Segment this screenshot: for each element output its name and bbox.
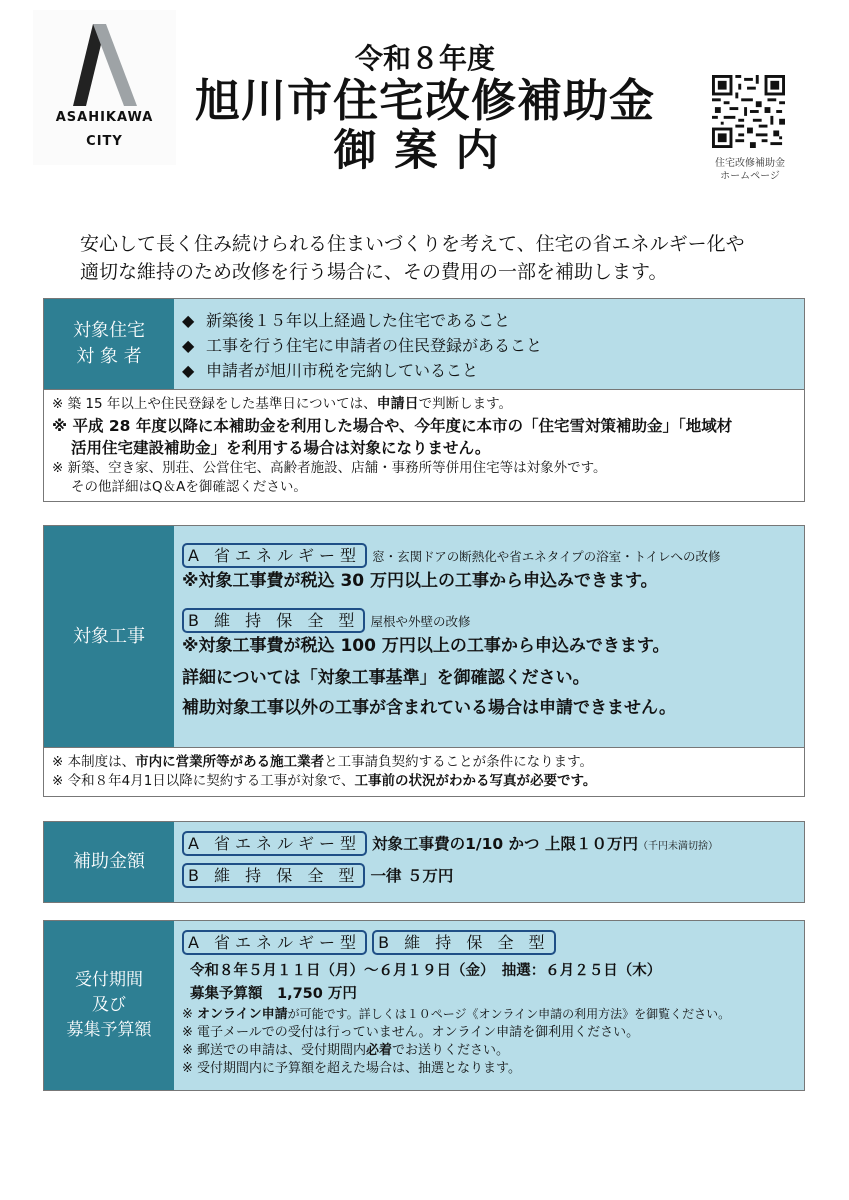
- section-target-house: [43, 298, 805, 502]
- budget-amount: 募集予算額 1,750 万円: [190, 986, 357, 1002]
- exclusion-note: 補助対象工事以外の工事が含まれている場合は申請できません。: [182, 698, 677, 718]
- logo-text-city: CITY: [86, 134, 123, 149]
- intro-line2: 適切な維持のため改修を行う場合に、その費用の一部を補助します。: [80, 261, 668, 283]
- requirement-text: 新築後１５年以上経過した住宅であること: [206, 311, 511, 330]
- period-content: [174, 921, 804, 1090]
- title-main: 旭川市住宅改修補助金: [194, 74, 655, 127]
- type-b-condition: ※対象工事費が税込 100 万円以上の工事から申込みできます。: [182, 636, 670, 656]
- diamond-bullet-icon: ◆: [182, 361, 195, 380]
- type-a-condition: ※対象工事費が税込 30 万円以上の工事から申込みできます。: [182, 571, 658, 591]
- requirement-item: [182, 308, 796, 333]
- type-b-tag: B 維 持 保 全 型: [372, 930, 555, 955]
- qr-caption: [690, 157, 810, 183]
- intro-text: [80, 230, 800, 286]
- note-2-line1: ※ 平成 28 年度以降に本補助金を利用した場合や、今年度に本市の「住宅雪対策補助金」「地域材: [52, 417, 733, 435]
- period-note-2: ※ 電子メールでの受付は行っていません。オンライン申請を御利用ください。: [182, 1025, 640, 1040]
- title-sub: 御案内: [333, 126, 517, 176]
- note-emphasis: 必着: [366, 1043, 393, 1058]
- detail-note: 詳細については「対象工事基準」を御確認ください。: [182, 668, 590, 688]
- requirement-item: [182, 358, 796, 383]
- note-text: でお送りください。: [392, 1043, 510, 1058]
- type-a-tag: A 省エネルギー型: [182, 930, 367, 955]
- target-work-content: [174, 526, 804, 747]
- note-emphasis: 市内に営業所等がある施工業者: [135, 754, 325, 770]
- section-label-target-house: [44, 299, 174, 389]
- section-notes: [44, 747, 804, 796]
- note-text: と工事請負契約することが条件になります。: [324, 754, 594, 770]
- section-period: [43, 920, 805, 1091]
- qr-caption-line2: ホームページ: [720, 171, 780, 182]
- note-text: ※ 築 15 年以上や住民登録をした基準日については、: [52, 396, 377, 412]
- asahikawa-city-logo: [33, 10, 176, 165]
- type-a-tag: A 省エネルギー型: [182, 543, 367, 568]
- subsidy-content: [174, 822, 804, 902]
- type-a-description: 窓・玄関ドアの断熱化や省エネタイプの浴室・トイレへの改修: [372, 549, 721, 564]
- label-line2: 及び: [92, 995, 126, 1015]
- label-line1: 受付期間: [75, 970, 143, 990]
- note-text: ※ 本制度は、: [52, 754, 136, 770]
- note-text: で判断します。: [418, 396, 513, 412]
- section-label-subsidy: 補助金額: [44, 822, 174, 902]
- type-a-tag: A 省エネルギー型: [182, 831, 367, 856]
- note-text: が可能です。詳しくは１０ページ《オンライン申請の利用方法》を御覧ください。: [287, 1007, 731, 1021]
- diamond-bullet-icon: ◆: [182, 311, 195, 330]
- type-a-amount: 対象工事費の1/10 かつ 上限１０万円: [372, 835, 638, 853]
- qr-caption-line1: 住宅改修補助金: [715, 158, 785, 169]
- note-text: ※ 郵送での申請は、受付期間内: [182, 1043, 367, 1058]
- requirement-text: 申請者が旭川市税を完納していること: [206, 361, 479, 380]
- type-b-description: 屋根や外壁の改修: [370, 614, 471, 629]
- section-notes: [44, 389, 804, 501]
- diamond-bullet-icon: ◆: [182, 336, 195, 355]
- label-line1: 対象住宅: [73, 320, 145, 341]
- requirement-text: 工事を行う住宅に申請者の住民登録があること: [206, 336, 543, 355]
- section-label-period: [44, 921, 174, 1090]
- note-1: [52, 753, 796, 772]
- note-3-line2: その他詳細はQ＆Aを御確認ください。: [71, 479, 307, 495]
- period-note-4: ※ 受付期間内に予算額を超えた場合は、抽選となります。: [182, 1061, 521, 1076]
- note-3-line1: ※ 新築、空き家、別荘、公営住宅、高齢者施設、店舗・事務所等併用住宅等は対象外です。: [52, 460, 607, 476]
- page-title: [170, 42, 680, 176]
- type-b-tag: B 維 持 保 全 型: [182, 608, 365, 633]
- application-dates: 令和８年５月１１日（月）～６月１９日（金） 抽選：６月２５日（木）: [190, 963, 662, 979]
- label-line2: 対 象 者: [76, 346, 142, 367]
- note-emphasis: オンライン申請: [197, 1007, 288, 1022]
- logo-a-mark-icon: [73, 24, 137, 106]
- type-b-tag: B 維 持 保 全 型: [182, 863, 365, 888]
- section-subsidy: [43, 821, 805, 903]
- section-target-work: [43, 525, 805, 797]
- note-2: [52, 772, 796, 791]
- type-b-amount: 一律 ５万円: [370, 867, 454, 885]
- logo-text-asahikawa: ASAHIKAWA: [55, 110, 154, 125]
- note-text: ※: [182, 1007, 198, 1022]
- note-text: ※ 令和８年4月1日以降に契約する工事が対象で、: [52, 773, 355, 789]
- type-a-rounding-note: （千円未満切捨）: [637, 841, 718, 852]
- intro-line1: 安心して長く住み続けられる住まいづくりを考えて、住宅の省エネルギー化や: [80, 233, 745, 255]
- section-label-target-work: 対象工事: [44, 526, 174, 747]
- period-note-3: [182, 1042, 796, 1060]
- requirement-list: [174, 299, 804, 389]
- note-emphasis: 申請日: [376, 396, 419, 412]
- qr-code-icon[interactable]: [712, 75, 785, 148]
- requirement-item: [182, 333, 796, 358]
- note-1: [52, 393, 796, 415]
- period-note-1: [182, 1005, 796, 1024]
- title-year: 令和８年度: [354, 42, 495, 75]
- label-line3: 募集予算額: [66, 1020, 152, 1040]
- note-emphasis: 工事前の状況がわかる写真が必要です。: [354, 773, 597, 789]
- note-2-line2: 活用住宅建設補助金」を利用する場合は対象になりません。: [71, 439, 491, 457]
